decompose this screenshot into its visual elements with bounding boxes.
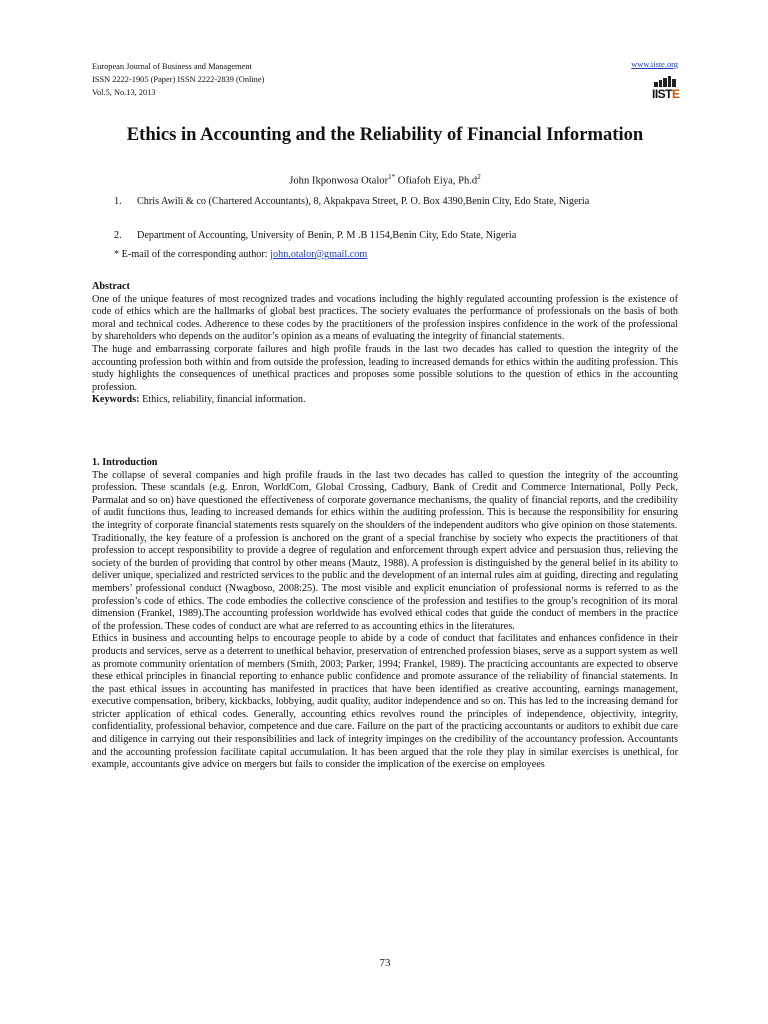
keywords-text: Ethics, reliability, financial information. xyxy=(139,394,306,406)
introduction-paragraph-1: The collapse of several companies and high profile frauds in the last two decades has called to question the integrity of the accounting profession. These scandals (e.g. Enron, WorldCom, Global Crossing, Cadbury, Bank of Credit and Commerce International, Polly Peck, Parmalat and so on) have questioned the effectiveness of corporate governance mechanisms, the quality of financial reports, and the credibility of audit functions thus, leading to increased demands for ethics within the auditing profession. This is because the responsibility for ensuring the integrity of corporate financial statements rests squarely on the shoulders of the independent auditors who give opinion on those statements. xyxy=(92,469,678,531)
keywords-line xyxy=(92,394,678,407)
affiliation-1: 1. Chris Awili & co (Chartered Accountants), 8, Akpakpava Street, P. O. Box 4390,Benin City, Edo State, Nigeria xyxy=(114,196,590,207)
abstract-section xyxy=(92,281,678,407)
introduction-heading: 1. Introduction xyxy=(92,457,158,468)
paper-page xyxy=(92,0,678,1024)
email-link[interactable]: john.otalor@gmail.com xyxy=(270,249,368,260)
corresponding-email xyxy=(114,249,367,260)
page-number: 73 xyxy=(379,957,391,969)
abstract-paragraph-2: The huge and embarrassing corporate failures and high profile frauds in the last two decades has called to question the integrity of the accounting profession both within and from outside the profession, leading to increased demands for ethics within the auditing profession. This study highlights the consequences of unethical practices and proposes some possible solutions to the question of ethics in the accounting profession. xyxy=(92,343,678,393)
journal-url-link[interactable]: www.iiste.org xyxy=(631,60,678,69)
introduction-paragraph-3: Ethics in business and accounting helps to encourage people to abide by a code of conduct that facilitates and enhances confidence in their products and services, serve as a deterrent to unethical behavior, preservation of entrenched profession biases, serve as a support system as well as promote community orientation of members (Smith, 2003; Parker, 1994; Frankel, 1989). The practicing accountants are expected to observe these ethical principles in financial reporting to enhance public confidence and promote assurance of the reliability of financial statements. In the past ethical issues in accounting has manifested in practices that have been identified as creative accounting, earnings management, executive compensation, bribery, kickbacks, lobbying, audit quality, auditor independence and so on. This has led to the increasing demand for stricter application of ethical codes. Generally, accounting ethics revolves round the principles of independence, objectivity, integrity, confidentiality, professional behavior, competence and due care. Failure on the part of the practicing accountants or auditors to exhibit due care and diligence in carrying out their responsibilities and lack of integrity impinges on the credibility of the accountancy profession. Accountants and the accounting profession facilitate capital accumulation. It has been argued that the role they play in similar exercises is unethical, for example, accountants give advice on mergers but fails to consider the implication of the exercise on employees xyxy=(92,633,678,771)
iiste-logo xyxy=(652,76,678,102)
paper-title: Ethics in Accounting and the Reliability of Financial Information xyxy=(126,124,644,145)
author-line xyxy=(92,173,678,187)
journal-name: European Journal of Business and Management xyxy=(92,62,252,71)
author-1: John Ikponwosa Otalor xyxy=(289,175,389,187)
abstract-paragraph-1: One of the unique features of most recognized trades and vocations including the highly regulated accounting profession is the existence of code of ethics which are the hallmarks of global best practices. The society evaluates the performance of professionals on the basis of both moral and technical codes. Adherence to these codes by the practitioners of the profession inspires confidence in the work of the professional by shareholders who depends on the auditor’s opinion as a means of evaluating the integrity of financial statements. xyxy=(92,293,678,343)
author-2: Ofiafoh Eiya, Ph.d xyxy=(395,175,478,187)
journal-header xyxy=(92,60,264,99)
journal-header-right xyxy=(631,60,678,69)
logo-bars-icon xyxy=(654,76,676,87)
introduction-paragraph-2: Traditionally, the key feature of a profession is anchored on the grant of a special franchise by society who expects the practitioners of that profession to accept responsibility to provide a degree of regulation and enforcement through expert advice and persuasion thus, relieving the society of the burden of providing that control by other means (Mautz, 1988). A profession is distinguished by the general belief in its ability to deliver unique, specialized and restricted services to the public and the development of an internal rules aim at guiding, directing and regulating members’ professional conduct (Nwagboso, 2008:25). The most visible and explicit enunciation of professional norms is referred to as the profession’s code of ethics. The code embodies the collective conscience of the profession and testifies to the group’s recognition of its moral dimension (Frankel, 1989).The accounting profession worldwide has evolved ethical codes that guide the conduct of members in the practice of the profession. These codes of conduct are what are referred to as accounting ethics in the literatures. xyxy=(92,532,678,632)
affiliation-2: 2. Department of Accounting, University of Benin, P. M .B 1154,Benin City, Edo State, Nigeria xyxy=(114,230,517,241)
journal-volume: Vol.5, No.13, 2013 xyxy=(92,88,156,97)
journal-issn: ISSN 2222-1905 (Paper) ISSN 2222-2839 (Online) xyxy=(92,75,265,84)
logo-wordmark: IISTE xyxy=(652,87,680,101)
author-1-marker: 1* xyxy=(388,173,396,181)
author-2-marker: 2 xyxy=(477,173,481,181)
introduction-section xyxy=(92,457,678,772)
keywords-label: Keywords: xyxy=(92,394,140,406)
abstract-heading: Abstract xyxy=(92,281,130,292)
email-label: * E-mail of the corresponding author: xyxy=(114,249,271,260)
